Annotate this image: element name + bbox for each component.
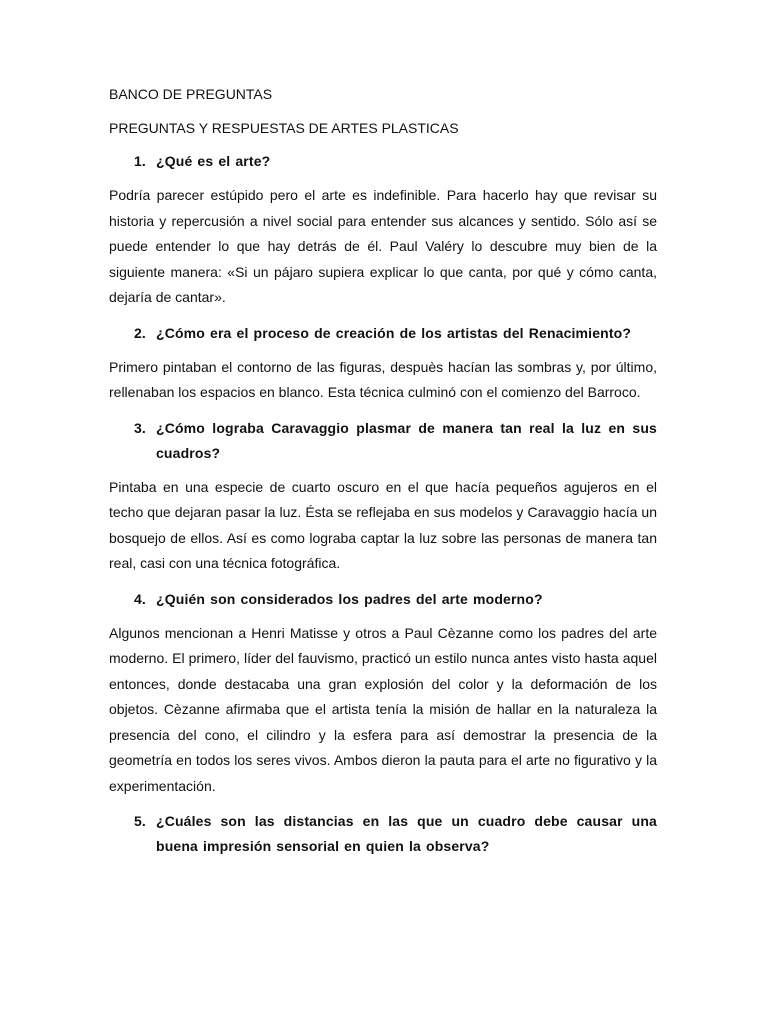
question-text: ¿Cómo lograba Caravaggio plasmar de manera tan real la luz en sus cuadros?	[156, 419, 657, 461]
document-subtitle: PREGUNTAS Y RESPUESTAS DE ARTES PLASTICAS	[109, 120, 459, 136]
question-text: ¿Cómo era el proceso de creación de los artistas del Renacimiento?	[156, 324, 632, 341]
question-number: 4.	[134, 590, 146, 607]
answer-3: Pintaba en una especie de cuarto oscuro en el que hacía pequeños agujeros en el techo que dejaran pasar la luz. Ésta se reflejaba en sus modelos y Caravaggio hacía un bosquejo de ellos. Así es como lograba captar la luz sobre las personas de manera tan real, casi con una técnica fotográfica.	[109, 478, 657, 571]
question-number: 5.	[134, 813, 146, 829]
answer-1: Podría parecer estúpido pero el arte es indefinible. Para hacerlo hay que revisar su historia y repercusión a nivel social para entender sus alcances y sentido. Sólo así se puede entender lo que hay detrás de él. Paul Valéry lo descubre muy bien de la siguiente manera: «Si un pájaro supiera explicar lo que canta, por qué y cómo canta, dejaría de cantar».	[109, 187, 657, 305]
question-number: 1.	[134, 153, 146, 169]
question-1	[109, 149, 657, 174]
question-number: 3.	[134, 419, 146, 436]
question-5	[109, 809, 657, 859]
question-number: 2.	[134, 324, 146, 341]
answer-4: Algunos mencionan a Henri Matisse y otros a Paul Cèzanne como los padres del arte moderno. El primero, líder del fauvismo, practicó un estilo nunca antes visto hasta aquel entonces, donde destacaba una gran explosión del color y la deformación de los objetos. Cèzanne afirmaba que el artista tenía la misión de hallar en la naturaleza la presencia del cono, el cilindro y la esfera para así demostrar la presencia de la geometría en todos los seres vivos. Ambos dieron la pauta para el arte no figurativo y la experimentación.	[109, 624, 657, 794]
question-text: ¿Quién son considerados los padres del arte moderno?	[156, 590, 543, 607]
answer-2: Primero pintaban el contorno de las figuras, despuès hacían las sombras y, por último, rellenaban los espacios en blanco. Esta técnica culminó con el comienzo del Barroco.	[109, 358, 657, 400]
question-3	[109, 416, 657, 466]
document-title: BANCO DE PREGUNTAS	[109, 86, 273, 102]
question-text: ¿Qué es el arte?	[156, 153, 271, 169]
question-4	[109, 587, 657, 612]
document-page	[109, 84, 657, 868]
question-2	[109, 321, 657, 346]
question-text: ¿Cuáles son las distancias en las que un cuadro debe causar una buena impresión sensorial en quien la observa?	[156, 813, 657, 854]
